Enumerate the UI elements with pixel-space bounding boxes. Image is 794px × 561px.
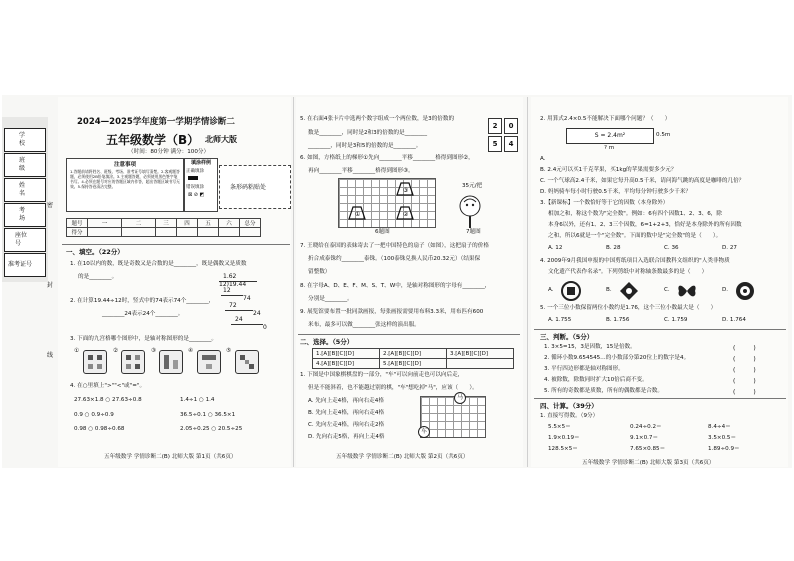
- symmetry-option-label: ④: [188, 348, 194, 354]
- choice-q1-line2: 但是不能斜着，也不能越过别的棋，"车"想吃掉"马"，应该（ ）。: [308, 385, 478, 391]
- choice-q2-option-c[interactable]: C. 一个气球高2.4千米，如果它每升高0.5千米，请问海气跳的高度是咖啡的几倍？: [540, 178, 745, 184]
- q5-option[interactable]: A. 1.755: [548, 317, 572, 323]
- divider: [534, 329, 786, 330]
- q4-line1: 4. 2009年9月我国申报的中国剪纸项目入选联合国教科文组织的"人类非物质: [540, 258, 730, 264]
- divider: [298, 334, 520, 335]
- column-divider: [293, 97, 294, 467]
- papercut-d-icon: [734, 280, 756, 302]
- choice-q2: 2. 用算式2.4×0.5不能解决下面哪个问题？（ ）: [540, 116, 671, 122]
- papercut-option[interactable]: D.: [722, 287, 729, 293]
- division-remainder: 0: [231, 324, 263, 332]
- notes-text: 1.答题前请将姓名、班级、考场、准考证号填写清楚。2.客观题答题，必须使用2B铅笔填涂。3.主观题答题，必须使用黑色签字笔书写。4.必须在题号对应的答题区域内作答，超出答题区域书写无效。5.保持答卷清洁完整。: [70, 169, 180, 189]
- division-step: 72: [229, 301, 237, 309]
- q5-line2: 数是________，同时是2和3的倍数的是________: [308, 130, 427, 136]
- symmetry-option-label: ②: [113, 348, 119, 354]
- calc-item[interactable]: 1.9×0.19＝: [548, 435, 580, 441]
- barcode-box: [219, 165, 291, 209]
- judge-answer-box[interactable]: ( ): [733, 367, 756, 374]
- digit-card: 4: [504, 136, 518, 152]
- cut-mark: 密: [47, 202, 54, 209]
- section-choice: 二、选择。（5分）: [300, 338, 354, 346]
- q8-line1: 8. 在字母A、D、E、F、M、S、T、W中，是轴对称图形的字母有________，: [300, 283, 491, 289]
- papercut-option[interactable]: B.: [606, 287, 612, 293]
- correct-fill-label: 正确填涂: [186, 169, 204, 174]
- choice-option[interactable]: C. 先向左走4格，再向右走2格: [308, 422, 385, 428]
- svg-text:①: ①: [355, 211, 361, 218]
- comparison-item[interactable]: 1.4÷1 ○ 1.4: [180, 397, 215, 403]
- ninegrid-figure-2: [121, 350, 145, 374]
- papercut-b-icon: [618, 280, 640, 302]
- q3-line1: 3.【新课标】一个数恰好等于它的因数（本身除外）: [540, 200, 669, 206]
- barcode-label: 条形码粘贴处: [230, 184, 267, 191]
- score-row-label: 得分: [67, 228, 88, 237]
- score-cell[interactable]: [240, 228, 261, 237]
- choice-q2-option-d[interactable]: D. 妈妈骑车每小时行驶0.5千米，平均每分钟行驶多少千米？: [540, 189, 692, 195]
- symmetry-option-label: ③: [151, 348, 157, 354]
- q8-line2: 分别是________。: [308, 296, 353, 302]
- score-table: [66, 218, 261, 237]
- choice-q2-option-a[interactable]: A.: [540, 156, 546, 162]
- q5-option[interactable]: D. 1.764: [722, 317, 746, 323]
- fig6-label: 6题图: [375, 229, 390, 235]
- calc-item[interactable]: 8.4÷4＝: [708, 424, 731, 430]
- calc-item[interactable]: 5.5×5＝: [548, 424, 571, 430]
- q3-question: 3. 下面的九宫格哪个图形中，是轴对称图形的是________。: [70, 336, 217, 342]
- calc-item[interactable]: 0.24÷0.2＝: [630, 424, 662, 430]
- division-step: 12: [223, 287, 231, 295]
- q5-option[interactable]: B. 1.756: [606, 317, 630, 323]
- fill-example-box: [184, 158, 218, 212]
- q6-line1: 6. 如图，方格纸上的梯形①先向________平移________格得到图形②，: [300, 155, 474, 161]
- choice-q2-option-b[interactable]: B. 2.4元可以买1千克苹果，买1kg的苹果需要多少元？: [540, 167, 677, 173]
- seat-field[interactable]: 座位号: [4, 228, 46, 252]
- score-head-cell: 五: [198, 219, 219, 228]
- score-head-cell: 三: [156, 219, 177, 228]
- papercut-option[interactable]: A.: [548, 287, 554, 293]
- digit-card: 2: [488, 118, 502, 134]
- long-division: [207, 273, 267, 332]
- q9-line2: 米布，最多可以做________张这样的演出服。: [308, 322, 420, 328]
- answer-bubble[interactable]: 5.[A][B][C][D]: [380, 359, 447, 369]
- q9-line1: 9. 展览馆要布置一批同款画报，每张画报需要用布料3.3米，用布匹有600: [300, 309, 484, 315]
- q3-line2: 相加之和，称这个数为"完全数"。例如：6有四个因数1、2、3、6，除: [548, 211, 722, 217]
- cut-mark: 封: [47, 282, 54, 289]
- symmetry-option-label: ⑤: [226, 348, 232, 354]
- dividend-line: 12)19.44: [219, 281, 257, 289]
- calc-item[interactable]: 1.89÷0.9＝: [708, 446, 740, 452]
- section-judge: 三、判断。（5分）: [540, 333, 594, 341]
- score-cell[interactable]: [219, 228, 240, 237]
- calc-item[interactable]: 9.1×0.7＝: [630, 435, 659, 441]
- section-fill-blank: 一、填空。（22分）: [66, 248, 124, 256]
- judge-answer-box[interactable]: ( ): [733, 345, 756, 352]
- chariot-piece: 车: [418, 426, 430, 438]
- q3-option[interactable]: C. 36: [664, 245, 679, 251]
- calc-item[interactable]: 3.5×0.5＝: [708, 435, 737, 441]
- horse-piece: 马: [454, 392, 466, 404]
- q3-option[interactable]: B. 28: [606, 245, 621, 251]
- score-cell[interactable]: [156, 228, 177, 237]
- wrong-fill-sample: ⊠ ⊘ ◩: [188, 192, 205, 198]
- ninegrid-figure-4: [197, 350, 221, 374]
- svg-text:②: ②: [403, 211, 409, 218]
- choice-option[interactable]: D. 先向右走5格，再向上走4格: [308, 434, 385, 440]
- judge-item: 2. 循环小数9.654545…的小数部分第20位上的数字是4。: [544, 355, 690, 361]
- score-cell[interactable]: [122, 228, 156, 237]
- choice-option[interactable]: B. 先向上走4格，再向右走4格: [308, 410, 385, 416]
- score-cell[interactable]: [198, 228, 219, 237]
- fill-example-title: 填涂样例: [190, 160, 211, 166]
- q3-option[interactable]: A. 12: [548, 245, 563, 251]
- choice-q1-line1: 1. 下图是中国象棋棋盘的一部分，"车"可以向前走也可以向后走，: [300, 372, 464, 378]
- papercut-a-icon: [560, 280, 582, 302]
- q3-line3: 本身6以外，还有1、2、3三个因数，6=1+2+3，恰好是本身除外的所有因数: [548, 222, 742, 228]
- q2-line1: 2. 在计算19.44÷12时，竖式中的74表示74个________，: [70, 298, 215, 304]
- answer-bubble[interactable]: 3.[A][B][C][D]: [447, 349, 514, 359]
- judge-item: 3. 平行四边形都是轴对称图形。: [544, 366, 624, 372]
- ninegrid-figure-3: [159, 350, 183, 374]
- symmetry-option-label: ①: [74, 348, 80, 354]
- section-calc: 四、计算。（39分）: [540, 402, 598, 410]
- division-step: 24: [235, 316, 243, 324]
- calc-item[interactable]: 128.5×5＝: [548, 446, 578, 452]
- fan-price: 35元/把: [462, 183, 483, 189]
- score-head-cell: 总分: [240, 219, 261, 228]
- notes-box: [66, 158, 184, 212]
- calc-q1: 1. 直接写得数。（9分）: [540, 413, 599, 419]
- quotient: 1.62: [223, 273, 237, 280]
- score-head-cell: 题号: [67, 219, 88, 228]
- ninegrid-figure-5: [235, 350, 259, 374]
- q4-line2: 文化遗产代表作名录"。下列剪纸中对称轴条数最多的是（ ）: [548, 269, 708, 275]
- judge-answer-box[interactable]: ( ): [733, 356, 756, 363]
- page-3-footer: 五年级数学 学情诊断二(B) 北师大版 第3页（共6页）: [582, 460, 715, 466]
- ninegrid-figure-1: [83, 350, 107, 374]
- divider: [534, 398, 786, 399]
- judge-item: 1. 3×5=15，3是因数，15是倍数。: [544, 344, 636, 350]
- digit-card: 0: [504, 118, 518, 134]
- judge-item: 5. 所有的奇数都是质数，所有的偶数都是合数。: [544, 388, 663, 394]
- comparison-item[interactable]: 0.9 ○ 0.9÷0.9: [74, 412, 114, 418]
- notes-title: 注意事项: [113, 162, 136, 168]
- score-head-cell: 六: [219, 219, 240, 228]
- page-2-footer: 五年级数学 学情诊断二(B) 北师大版 第2页（共6页）: [336, 454, 469, 460]
- q5-line1: 5. 在右面4张卡片中选两个数字组成一个两位数，是3的倍数的: [300, 116, 455, 122]
- score-head-cell: 四: [177, 219, 198, 228]
- edition-label: 北师大版: [205, 135, 237, 144]
- empty-cell: [447, 359, 514, 369]
- judge-item: 4. 被除数，除数同时扩大10倍后商不变。: [544, 377, 648, 383]
- cut-mark: 线: [47, 352, 54, 359]
- wrong-fill-label: 错误填涂: [186, 185, 204, 190]
- svg-text:③: ③: [403, 187, 409, 194]
- division-step: 74: [221, 295, 243, 303]
- q1-line2: 的是________。: [78, 274, 118, 280]
- comparison-item[interactable]: 0.98 ○ 0.98÷0.68: [74, 426, 125, 432]
- q5-line: 5. 一个三位小数保留两位小数约是1.76，这个三位小数最大是（ ）: [540, 305, 717, 311]
- answer-bubble[interactable]: 1.[A][B][C][D]: [313, 349, 380, 359]
- school-field[interactable]: 学校: [4, 128, 46, 152]
- q7-line1: 7. 王晓给在泰国的表妹寄去了一把中国特色的扇子（如图），这把扇子的价格: [300, 243, 489, 249]
- class-field[interactable]: 班级: [4, 153, 46, 177]
- column-divider: [527, 97, 528, 467]
- comparison-item[interactable]: 2.05÷0.25 ○ 20.5÷25: [180, 426, 243, 432]
- answer-bubble[interactable]: 4.[A][B][C][D]: [313, 359, 380, 369]
- exam-room-field[interactable]: 考场: [4, 203, 46, 227]
- answer-grid: [312, 348, 514, 369]
- q5-option[interactable]: C. 1.759: [664, 317, 688, 323]
- time-score: （时间：80分钟 满分：100分）: [128, 149, 210, 155]
- fig7-label: 7题图: [466, 229, 481, 235]
- comparison-item[interactable]: 27.63×1.8 ○ 27.63÷0.8: [74, 397, 142, 403]
- admission-number-field[interactable]: 准考证号: [4, 253, 46, 277]
- fan-icon: [452, 192, 488, 232]
- comparison-item[interactable]: 36.5÷0.1 ○ 36.5×1: [180, 412, 236, 418]
- q3-line4: 之和，所以6就是一个"完全数"。下面的数中是"完全数"的是（ ）。: [548, 233, 722, 239]
- q7-line2: 折合成泰铢约________泰铢。（100泰铢兑换人民币20.32元）（结果保: [308, 256, 481, 262]
- divider: [62, 244, 290, 245]
- answer-bubble[interactable]: 2.[A][B][C][D]: [380, 349, 447, 359]
- score-head-cell: 一: [88, 219, 122, 228]
- judge-answer-box[interactable]: ( ): [733, 389, 756, 396]
- division-step: 24: [225, 310, 253, 318]
- judge-answer-box[interactable]: ( ): [733, 378, 756, 385]
- area-rectangle: S = 2.4m²: [566, 128, 654, 144]
- q3-option[interactable]: D. 27: [722, 245, 737, 251]
- q5-line3: ________，同时是3和5的倍数的是________。: [308, 143, 422, 149]
- name-field[interactable]: 姓名: [4, 178, 46, 202]
- papercut-option[interactable]: C.: [664, 287, 670, 293]
- rect-height: 0.5m: [656, 132, 671, 138]
- q1-line1: 1. 在10以内的数，既是奇数又是合数的是________，既是偶数又是质数: [70, 261, 247, 267]
- butterfly-papercut-icon: [676, 280, 698, 302]
- subject-title: 五年级数学（B）: [106, 133, 200, 147]
- score-cell[interactable]: [88, 228, 122, 237]
- exam-title: 2024—2025学年度第一学期学情诊断二: [77, 117, 235, 127]
- q2-line2: ________24表示24个________。: [102, 311, 184, 317]
- q6-line2: 再向________平移________格得到图形③。: [308, 168, 414, 174]
- q7-line3: 留整数）: [308, 269, 331, 275]
- rect-width: ? m: [604, 145, 615, 151]
- calc-item[interactable]: 7.65×0.85＝: [630, 446, 666, 452]
- translation-grid: [338, 178, 436, 228]
- page-1-footer: 五年级数学 学情诊断二(B) 北师大版 第1页（共6页）: [104, 454, 237, 460]
- score-cell[interactable]: [177, 228, 198, 237]
- q4-question: 4. 在○里填上">""<"或"="。: [70, 383, 146, 389]
- choice-option[interactable]: A. 先向上走4格，再向右走4格: [308, 398, 384, 404]
- score-head-cell: 二: [122, 219, 156, 228]
- digit-card: 5: [488, 136, 502, 152]
